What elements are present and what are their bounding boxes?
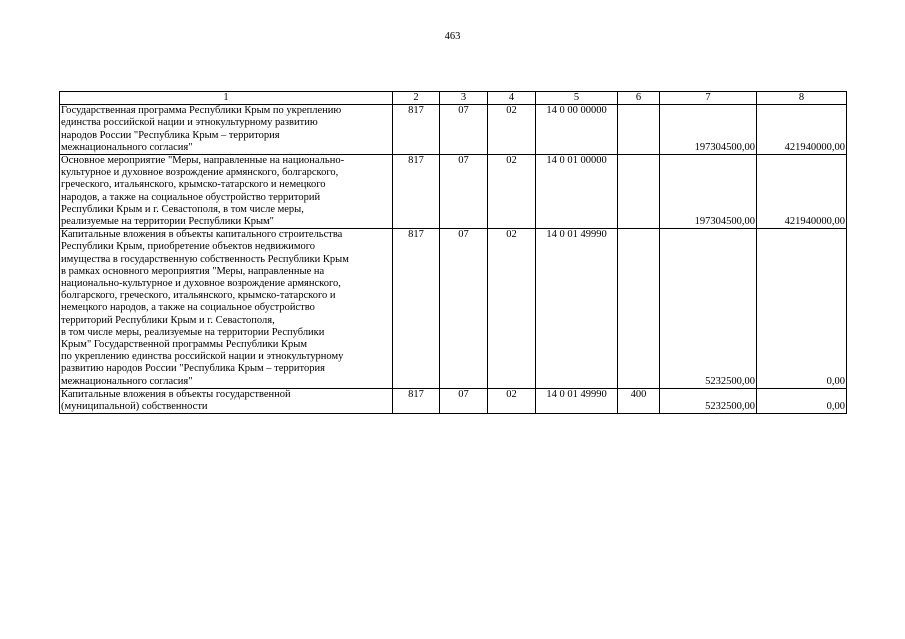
row-description: Капитальные вложения в объекты капитального строительства Республики Крым, приобретение объектов недвижимого имущества в государственную собственность Республики Крым в рамках основного мероприятия "Меры, направленные на национально-культурное и духовное возрождение армянского, болгарского, греческого, итальянского, крымско-татарского и немецкого народов, а также на социальное обустройство территорий Республики Крым и г. Севастополя, в том числе меры, реализуемые на территории Республики Крым" Государственной программы Республики Крым по укреплению единства российской нации и этнокультурному развитию народов России "Республика Крым – территория межнационального согласия" xyxy=(60,229,393,389)
row-description: Государственная программа Республики Крым по укреплению единства российской нации и этнокультурному развитию народов России "Республика Крым – территория межнационального согласия" xyxy=(60,105,393,155)
ministry-code: 817 xyxy=(393,388,440,413)
target-article-code: 14 0 00 00000 xyxy=(536,105,618,155)
amount-year-1: 5232500,00 xyxy=(660,229,757,389)
subsection-code: 02 xyxy=(488,388,536,413)
subsection-code: 02 xyxy=(488,229,536,389)
expense-type-code xyxy=(618,155,660,229)
ministry-code: 817 xyxy=(393,155,440,229)
column-header: 8 xyxy=(757,92,847,105)
page-number: 463 xyxy=(444,31,461,42)
column-header: 2 xyxy=(393,92,440,105)
expense-type-code: 400 xyxy=(618,388,660,413)
table-row xyxy=(60,155,847,229)
row-description: Основное мероприятие "Меры, направленные на национально- культурное и духовное возрождение армянского, болгарского, греческого, итальянского, крымско-татарского и немецкого народов, а также на социальное обустройство территорий Республики Крым и г. Севастополя, в том числе меры, реализуемые на территории Республики Крым" xyxy=(60,155,393,229)
table-header-row xyxy=(60,92,847,105)
expense-type-code xyxy=(618,105,660,155)
amount-year-1: 197304500,00 xyxy=(660,105,757,155)
amount-year-2: 421940000,00 xyxy=(757,105,847,155)
amount-year-2: 0,00 xyxy=(757,388,847,413)
column-header: 6 xyxy=(618,92,660,105)
row-description: Капитальные вложения в объекты государственной (муниципальной) собственности xyxy=(60,388,393,413)
subsection-code: 02 xyxy=(488,155,536,229)
column-header: 4 xyxy=(488,92,536,105)
ministry-code: 817 xyxy=(393,229,440,389)
section-code: 07 xyxy=(440,105,488,155)
section-code: 07 xyxy=(440,155,488,229)
table-row xyxy=(60,105,847,155)
column-header: 3 xyxy=(440,92,488,105)
amount-year-2: 421940000,00 xyxy=(757,155,847,229)
column-header: 7 xyxy=(660,92,757,105)
target-article-code: 14 0 01 49990 xyxy=(536,229,618,389)
section-code: 07 xyxy=(440,229,488,389)
column-header: 1 xyxy=(60,92,393,105)
budget-table xyxy=(59,91,847,414)
target-article-code: 14 0 01 49990 xyxy=(536,388,618,413)
table-row xyxy=(60,388,847,413)
subsection-code: 02 xyxy=(488,105,536,155)
target-article-code: 14 0 01 00000 xyxy=(536,155,618,229)
expense-type-code xyxy=(618,229,660,389)
section-code: 07 xyxy=(440,388,488,413)
amount-year-1: 197304500,00 xyxy=(660,155,757,229)
amount-year-1: 5232500,00 xyxy=(660,388,757,413)
column-header: 5 xyxy=(536,92,618,105)
table-row xyxy=(60,229,847,389)
amount-year-2: 0,00 xyxy=(757,229,847,389)
ministry-code: 817 xyxy=(393,105,440,155)
